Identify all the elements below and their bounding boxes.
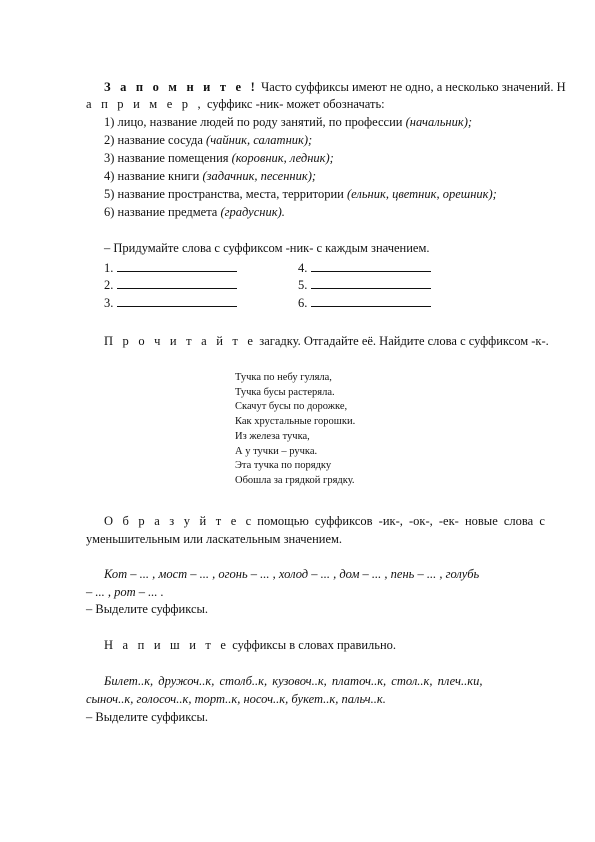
answer-blank-3[interactable]: [117, 294, 237, 307]
poem-line: Как хрустальные горошки.: [235, 416, 356, 428]
answer-blank-4[interactable]: [311, 259, 431, 272]
meaning-example-6: (градусник).: [220, 205, 285, 219]
meaning-item-6: 6) название предмета (градусник).: [104, 205, 285, 219]
meaning-example-1: (начальник);: [405, 115, 473, 129]
remember-heading: З а п о м н и т е !: [104, 80, 258, 94]
task2-prompt: загадку. Отгадайте её. Найдите слова с суффиксом -к-.: [256, 334, 549, 348]
meaning-item-2: 2) название сосуда (чайник, салатник);: [104, 133, 313, 147]
task1-prompt: – Придумайте слова с суффиксом -ник- с каждым значением.: [104, 241, 430, 255]
answer-slot-3: 3.: [104, 294, 237, 311]
task4-heading: Н а п и ш и т е: [104, 638, 230, 652]
poem-line: Эта тучка по порядку: [235, 460, 332, 472]
task4-prompt-line: [104, 637, 396, 653]
answer-slot-4: 4.: [298, 259, 431, 276]
meaning-item-3: 3) название помещения (коровник, ледник);: [104, 151, 334, 165]
answer-slot-6: 6.: [298, 294, 431, 311]
riddle-poem: [235, 371, 355, 489]
answer-blank-5[interactable]: [311, 276, 431, 289]
task4-words-line-1: Билет..к, дружоч..к, столб..к, кузовоч..к, платоч..к, стол..к, плеч..ки,: [104, 674, 483, 688]
poem-line: Обошла за грядкой грядку.: [235, 474, 355, 486]
meaning-example-2: (чайник, салатник);: [206, 133, 313, 147]
answer-slot-2: 2.: [104, 276, 237, 293]
remember-line-1: [104, 79, 566, 95]
poem-line: Тучка бусы растеряла.: [235, 386, 335, 398]
poem-line: Из железа тучка,: [235, 430, 310, 442]
answer-slot-5: 5.: [298, 276, 431, 293]
task4-prompt: суффиксы в словах правильно.: [229, 638, 397, 652]
meaning-item-5: 5) название пространства, места, территории (ельник, цветник, орешник);: [104, 187, 497, 201]
answer-slot-1: 1.: [104, 259, 237, 276]
task3-instruction: – Выделите суффиксы.: [86, 602, 209, 616]
meaning-item-4: 4) название книги (задачник, песенник);: [104, 169, 317, 183]
poem-line: А у тучки – ручка.: [235, 445, 318, 457]
remember-intro-2: суффикс -ник- может обозначать:: [203, 97, 385, 111]
meaning-example-5: (ельник, цветник, орешник);: [346, 187, 497, 201]
task2-heading: П р о ч и т а й т е: [104, 334, 257, 348]
meaning-item-1: 1) лицо, название людей по роду занятий, по профессии (начальник);: [104, 115, 473, 129]
task2-prompt-line: [104, 333, 549, 349]
meaning-example-3: (коровник, ледник);: [231, 151, 334, 165]
remember-line-2: [86, 96, 385, 112]
task3-words-line-1: Кот – ... , мост – ... , огонь – ... , холод – ... , дом – ... , пень – ... , голубь: [104, 567, 480, 581]
remember-example-word: а п р и м е р ,: [86, 97, 204, 111]
task3-prompt: с помощью суффиксов -ик-, -ок-, -ек- новые слова с: [239, 514, 545, 528]
poem-line: Скачут бусы по дорожке,: [235, 401, 348, 413]
meaning-example-4: (задачник, песенник);: [202, 169, 317, 183]
task3-prompt-line-2: уменьшительным или ласкательным значением.: [86, 532, 343, 546]
task4-instruction: – Выделите суффиксы.: [86, 710, 209, 724]
answer-blank-2[interactable]: [117, 276, 237, 289]
task4-words-line-2: сыноч..к, голосоч..к, торт..к, носоч..к, букет..к, пальч..к.: [86, 692, 386, 706]
task3-prompt-line-1: [104, 513, 545, 529]
answer-blank-1[interactable]: [117, 259, 237, 272]
poem-line: Тучка по небу гуляла,: [235, 372, 332, 383]
task3-words-line-2: – ... , рот – ... .: [86, 585, 164, 599]
answer-blank-6[interactable]: [311, 294, 431, 307]
remember-intro: Часто суффиксы имеют не одно, а несколько значений. Н: [258, 80, 566, 94]
task3-heading: О б р а з у й т е: [104, 514, 240, 528]
